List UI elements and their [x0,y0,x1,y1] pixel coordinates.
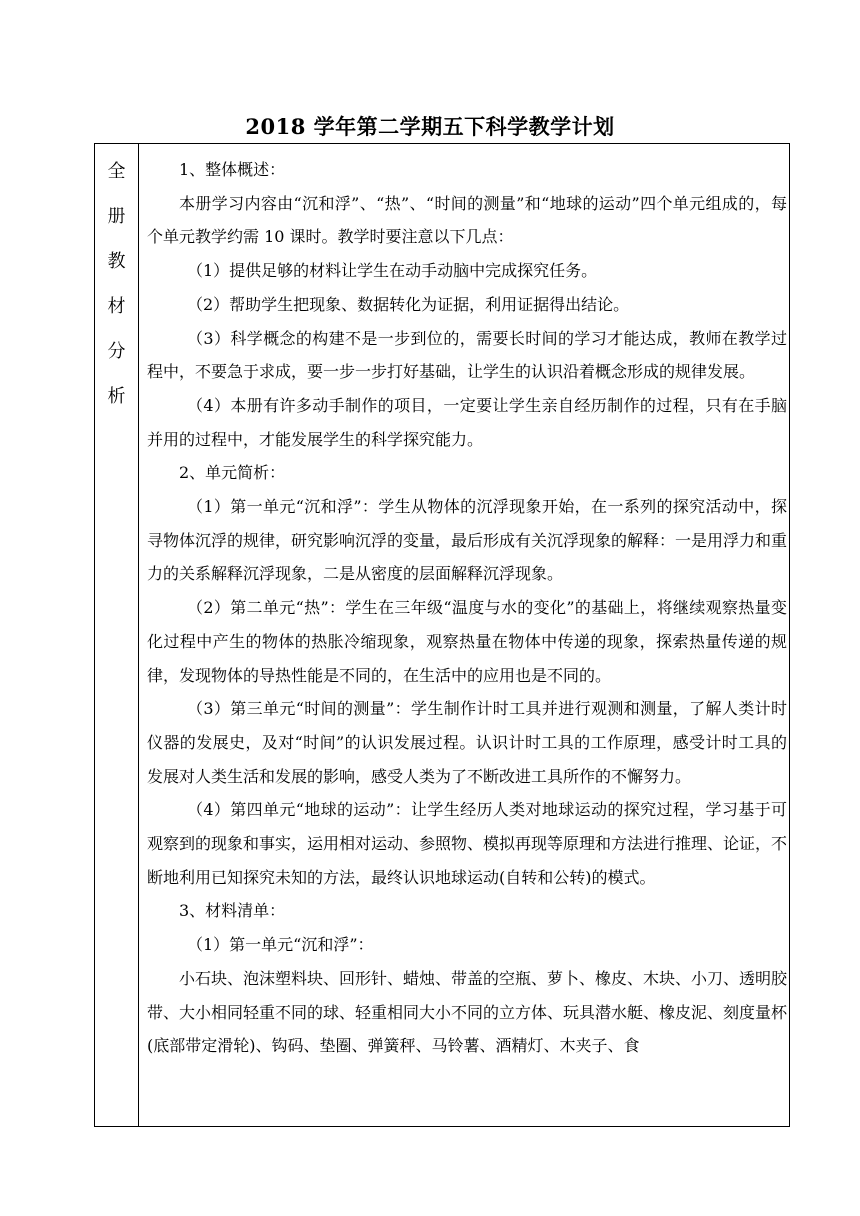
list-item: （2）帮助学生把现象、数据转化为证据，利用证据得出结论。 [187,294,630,314]
list-item: （3）第三单元“时间的测量”：学生制作计时工具并进行观测和测量，了解人类计时仪器的发展史，及对“时间”的认识发展过程。认识计时工具的工作原理，感受计时工具的发展对人类生活和发展的影响，感受人类为了不断改进工具所作的不懈努力。 [147,699,787,786]
list-item: （2）第二单元“热”：学生在三年级“温度与水的变化”的基础上，将继续观察热量变化过程中产生的物体的热胀冷缩现象，观察热量在物体中传递的现象，探索热量传递的规律，发现物体的导热性能是不同的，在生活中的应用也是不同的。 [147,598,787,685]
list-item: （1）第一单元“沉和浮”：学生从物体的沉浮现象开始，在一系列的探究活动中，探寻物体沉浮的规律，研究影响沉浮的变量，最后形成有关沉浮现象的解释：一是用浮力和重力的关系解释沉浮现象，二是从密度的层面解释沉浮现象。 [147,497,788,584]
side-label-char: 材 [107,296,126,317]
side-label-char: 析 [107,386,126,407]
side-label-char: 分 [107,341,126,362]
list-item: （4）第四单元“地球的运动”：让学生经历人类对地球运动的探究过程，学习基于可观察到的现象和事实，运用相对运动、参照物、模拟再现等原理和方法进行推理、论证，不断地利用已知探究未知的方法，最终认识地球运动(自转和公转)的模式。 [147,800,788,887]
side-label [95,157,138,427]
list-item: （4）本册有许多动手制作的项目，一定要让学生亲自经历制作的过程，只有在手脑并用的过程中，才能发展学生的科学探究能力。 [147,395,787,449]
content-cell [147,153,787,1063]
section-heading: 1、整体概述： [179,160,286,179]
section-heading: 2、单元简析： [179,463,286,483]
list-item: （3）科学概念的构建不是一步到位的，需要长时间的学习才能达成，教师在教学过程中，不要急于求成，要一步一步打好基础，让学生的认识沿着概念形成的规律发展。 [147,328,787,382]
page-title: 2018 学年第二学期五下科学教学计划 [245,114,615,139]
list-item: （1）第一单元“沉和浮”： [187,935,374,955]
paragraph: 小石块、泡沫塑料块、回形针、蜡烛、带盖的空瓶、萝卜、橡皮、木块、小刀、透明胶带、大小相同轻重不同的球、轻重相同大小不同的立方体、玩具潜水艇、橡皮泥、刻度量杯(底部带定滑轮)、钩码、垫圈、弹簧秤、马铃薯、酒精灯、木夹子、食 [147,968,788,1056]
section-heading: 3、材料清单： [179,901,286,921]
column-divider [138,143,139,1127]
side-label-char: 册 [107,206,126,227]
list-item: （1）提供足够的材料让学生在动手动脑中完成探究任务。 [187,261,598,281]
paragraph: 本册学习内容由“沉和浮”、“热”、“时间的测量”和“地球的运动”四个单元组成的，每个单元教学约需 10 课时。教学时要注意以下几点： [147,193,787,247]
side-label-char: 教 [107,251,126,272]
side-label-char: 全 [107,161,126,182]
